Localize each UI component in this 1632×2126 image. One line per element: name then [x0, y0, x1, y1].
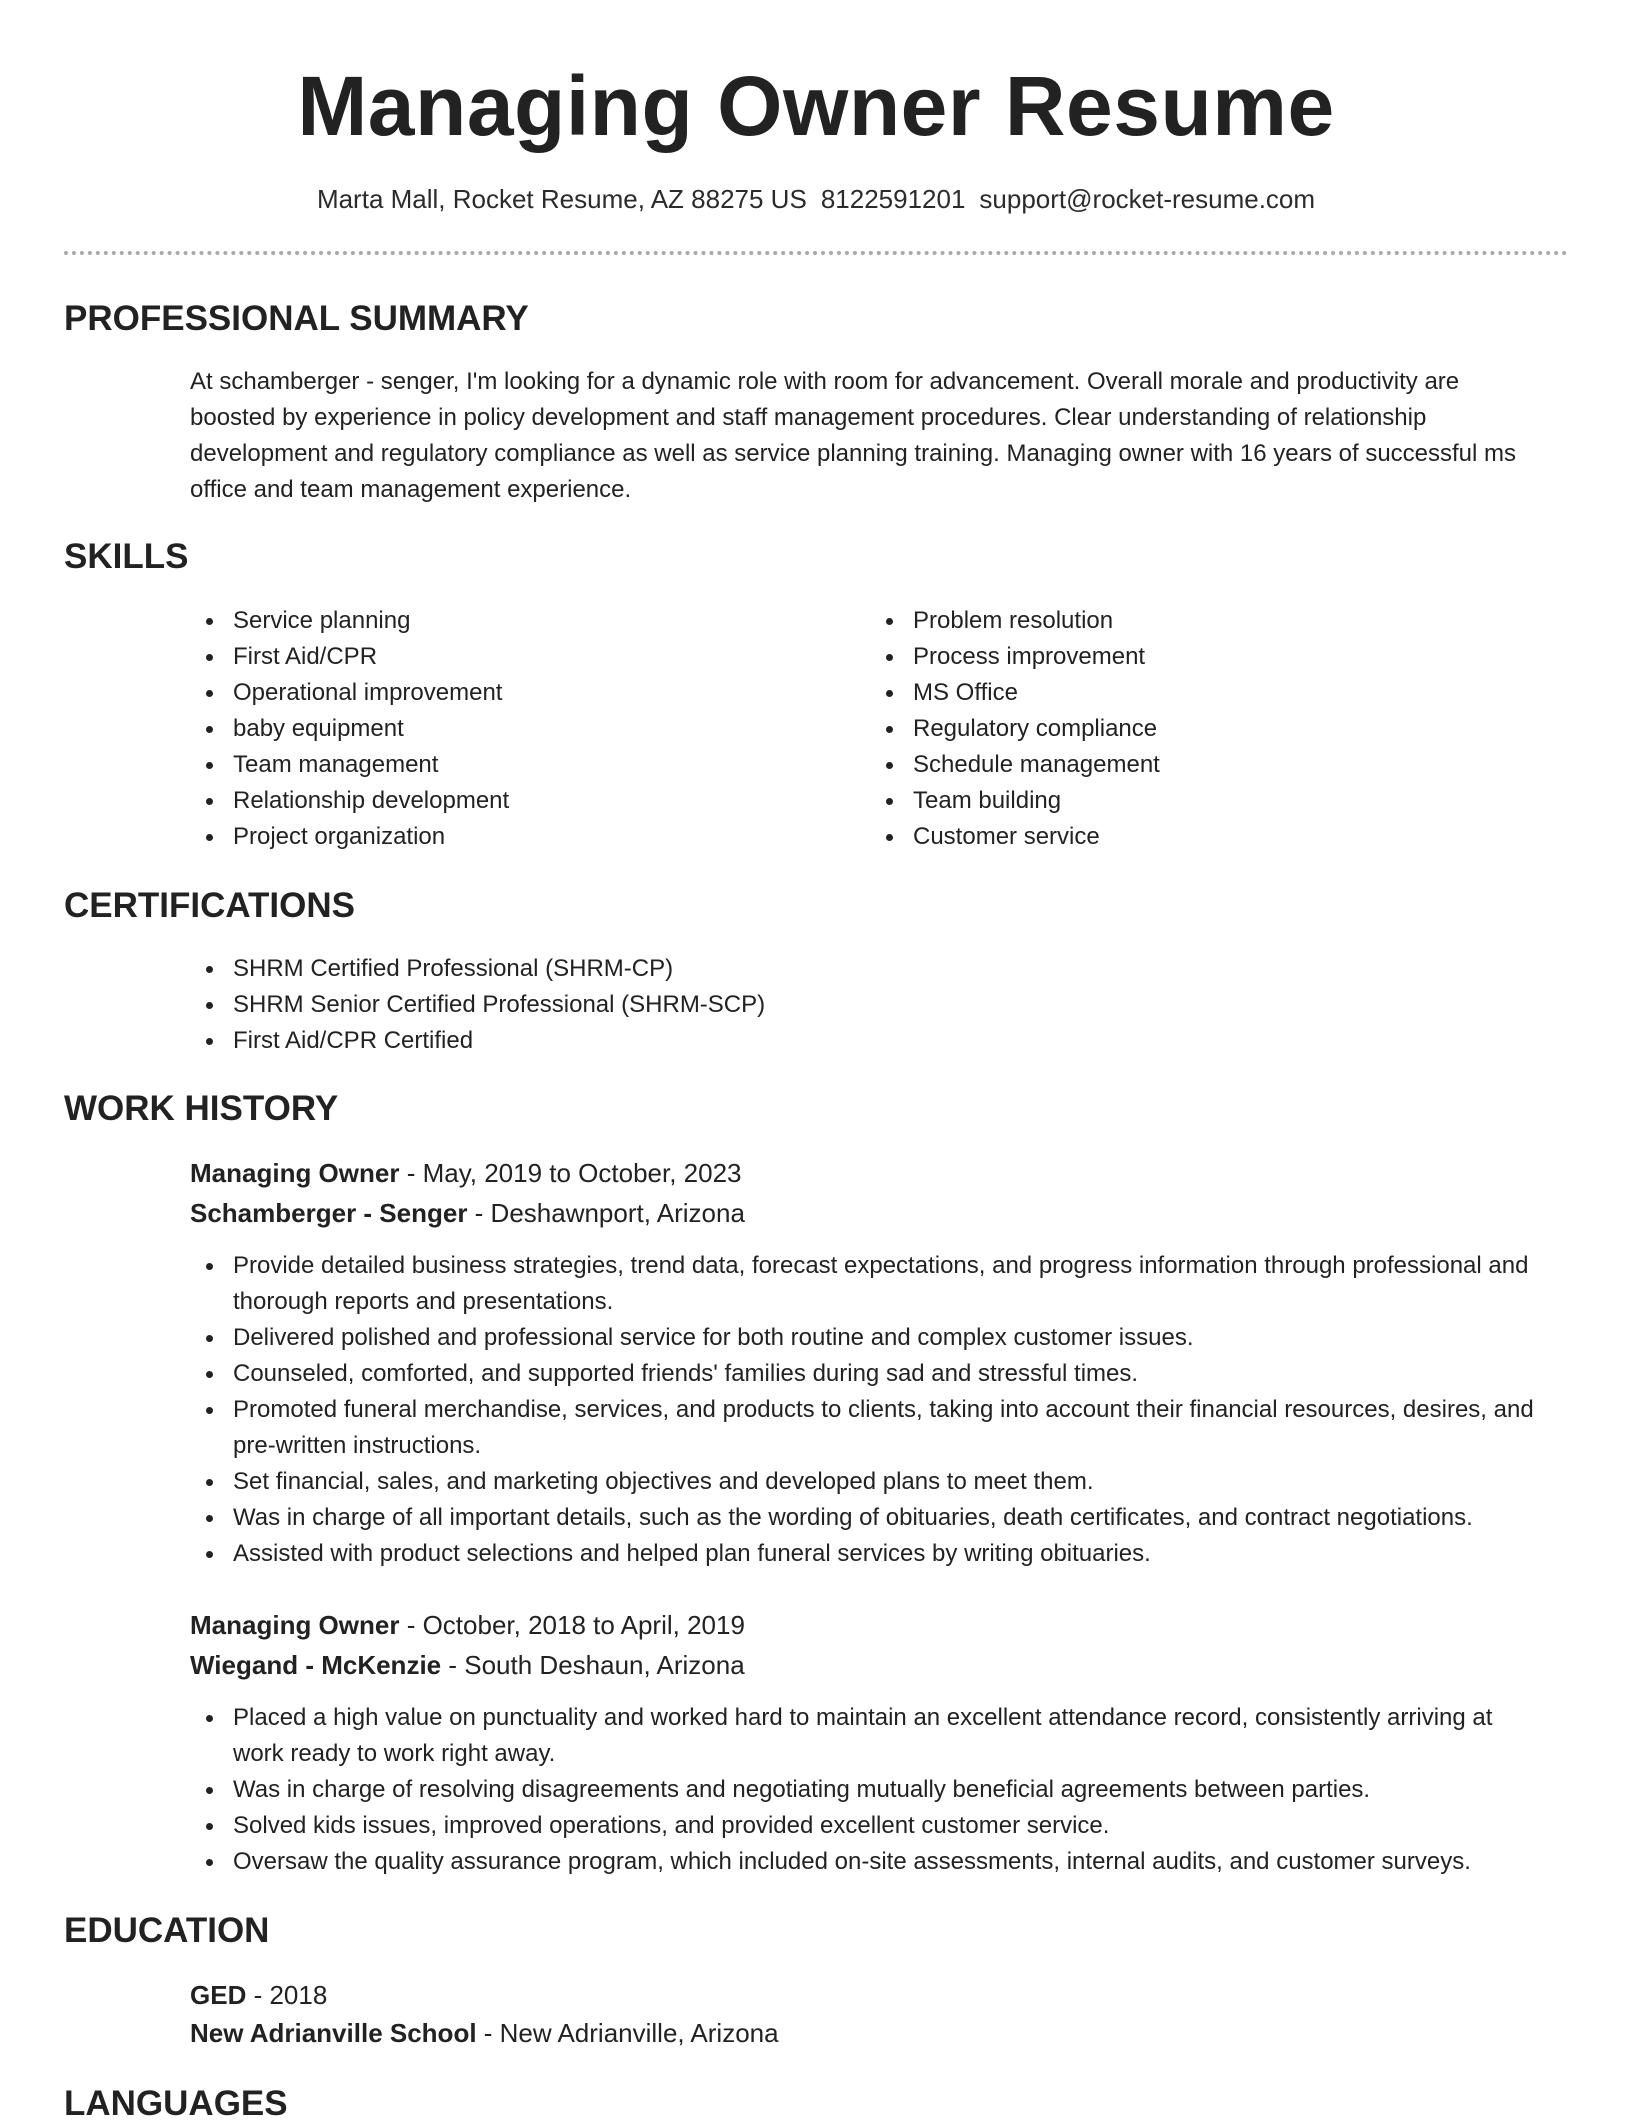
skill-item: Regulatory compliance: [870, 711, 1510, 747]
header-divider: [64, 251, 1568, 255]
education-location: - New Adrianville, Arizona: [476, 2018, 779, 2048]
skills-list-left: [190, 603, 810, 855]
education-degree-line: [190, 1976, 327, 2014]
job-bullet: Provide detailed business strategies, trend data, forecast expectations, and progress information through professional and thorough reports and presentations.: [190, 1248, 1540, 1320]
job-bullet: Counseled, comforted, and supported friends' families during sad and stressful times.: [190, 1356, 1540, 1392]
job-bullets: [190, 1700, 1540, 1880]
job-company: Schamberger - Senger: [190, 1198, 468, 1228]
job-location: - South Deshaun, Arizona: [441, 1650, 745, 1680]
job-bullets: [190, 1248, 1540, 1572]
job-bullet: Assisted with product selections and helped plan funeral services by writing obituaries.: [190, 1536, 1540, 1572]
skill-item: Customer service: [870, 819, 1510, 855]
education-degree: GED: [190, 1980, 247, 2010]
skill-item: Team building: [870, 783, 1510, 819]
skills-heading: SKILLS: [64, 537, 189, 576]
job-dates: - October, 2018 to April, 2019: [399, 1610, 745, 1640]
job-bullet: Was in charge of resolving disagreements and negotiating mutually beneficial agreements between parties.: [190, 1772, 1540, 1808]
job-bullet: Oversaw the quality assurance program, which included on-site assessments, internal audits, and customer surveys.: [190, 1844, 1540, 1880]
education-school-line: [190, 2014, 779, 2052]
skills-list-right: [870, 603, 1510, 855]
job-bullet: Set financial, sales, and marketing objectives and developed plans to meet them.: [190, 1464, 1540, 1500]
contact-line: [0, 182, 1632, 216]
work-history-heading: WORK HISTORY: [64, 1089, 339, 1128]
skill-item: baby equipment: [190, 711, 810, 747]
skill-item: Service planning: [190, 603, 810, 639]
certifications-heading: CERTIFICATIONS: [64, 886, 356, 925]
job-location: - Deshawnport, Arizona: [467, 1198, 745, 1228]
languages-heading: LANGUAGES: [64, 2084, 288, 2123]
job-title: Managing Owner: [190, 1158, 400, 1188]
job-bullet: Was in charge of all important details, such as the wording of obituaries, death certificates, and contract negotiations.: [190, 1500, 1540, 1536]
job-title-line: [190, 1154, 742, 1192]
job-bullet: Delivered polished and professional service for both routine and complex customer issues.: [190, 1320, 1540, 1356]
skill-item: First Aid/CPR: [190, 639, 810, 675]
summary-text: At schamberger - senger, I'm looking for a dynamic role with room for advancement. Overall morale and productivity are boosted by experience in policy development and staff management procedures. Clear understanding of relationship development and regulatory compliance as well as service planning training. Managing owner with 16 years of successful ms office and team management experience.: [190, 368, 1517, 503]
resume-title: Managing Owner Resume: [297, 59, 1335, 153]
certification-item: SHRM Certified Professional (SHRM-CP): [190, 951, 1540, 987]
certification-item: SHRM Senior Certified Professional (SHRM-SCP): [190, 987, 1540, 1023]
contact-address: Marta Mall, Rocket Resume, AZ 88275 US: [316, 184, 807, 214]
skill-item: Problem resolution: [870, 603, 1510, 639]
job-company-line: [190, 1646, 745, 1684]
certification-item: First Aid/CPR Certified: [190, 1023, 1540, 1059]
skill-item: Schedule management: [870, 747, 1510, 783]
education-school: New Adrianville School: [190, 2018, 477, 2048]
education-heading: EDUCATION: [64, 1911, 270, 1950]
education-year: - 2018: [246, 1980, 328, 2010]
summary-heading: PROFESSIONAL SUMMARY: [64, 299, 529, 338]
contact-phone: 8122591201: [820, 184, 966, 214]
skill-item: Operational improvement: [190, 675, 810, 711]
job-bullet: Promoted funeral merchandise, services, and products to clients, taking into account their financial resources, desires, and pre-written instructions.: [190, 1392, 1540, 1464]
job-company-line: [190, 1194, 745, 1232]
job-title: Managing Owner: [190, 1610, 400, 1640]
job-dates: - May, 2019 to October, 2023: [399, 1158, 742, 1188]
skill-item: Process improvement: [870, 639, 1510, 675]
certifications-list: [190, 951, 1540, 1059]
job-bullet: Placed a high value on punctuality and worked hard to maintain an excellent attendance record, consistently arriving at work ready to work right away.: [190, 1700, 1540, 1772]
job-bullet: Solved kids issues, improved operations, and provided excellent customer service.: [190, 1808, 1540, 1844]
job-title-line: [190, 1606, 745, 1644]
skill-item: Team management: [190, 747, 810, 783]
skill-item: MS Office: [870, 675, 1510, 711]
contact-email: support@rocket-resume.com: [979, 184, 1316, 214]
skill-item: Relationship development: [190, 783, 810, 819]
skill-item: Project organization: [190, 819, 810, 855]
job-company: Wiegand - McKenzie: [190, 1650, 442, 1680]
